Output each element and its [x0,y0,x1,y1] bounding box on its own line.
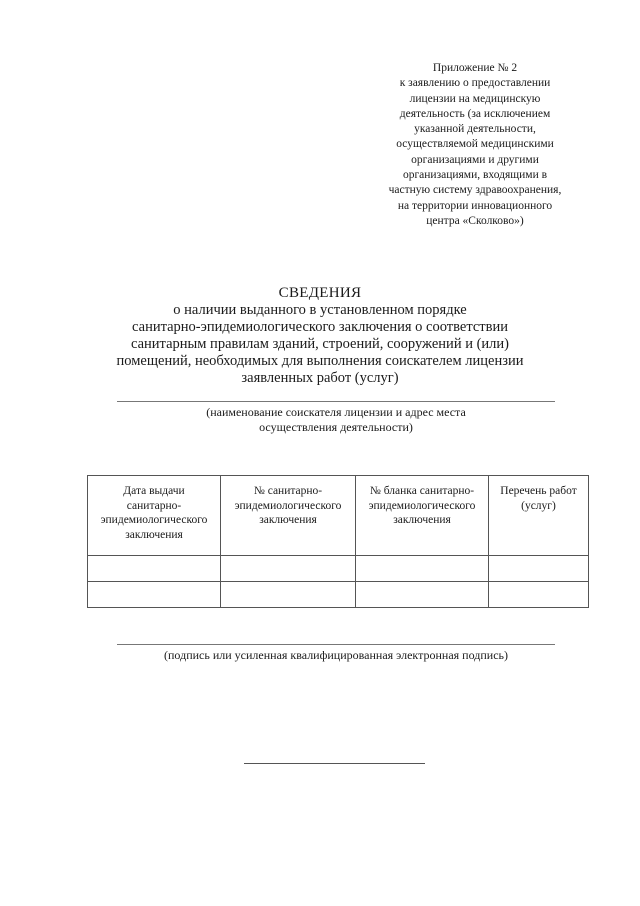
appendix-line: организациями, входящими в [402,169,548,182]
signature-fill-line[interactable] [117,644,555,645]
column-header-issue-date: Дата выдачи санитарно- эпидемиологического заключения [88,476,221,556]
applicant-caption [117,405,555,435]
appendix-line: лицензии на медицинскую [409,92,541,105]
table-cell[interactable] [356,556,489,582]
heading-line: помещений, необходимых для выполнения соискателем лицензии [116,353,524,369]
heading-line: санитарно-эпидемиологического заключения о соответствии [132,319,508,335]
table-cell[interactable] [88,582,221,608]
applicant-fill-line[interactable] [117,401,555,402]
date-fill-line[interactable] [244,763,425,764]
applicant-caption-line: осуществления деятельности) [259,420,413,434]
appendix-line: деятельность (за исключением [399,107,551,120]
heading-line: о наличии выданного в установленном порядке [173,302,467,318]
appendix-line: центра «Сколково») [426,214,524,227]
table-cell[interactable] [489,556,589,582]
column-header-conclusion-number: № санитарно- эпидемиологического заключения [221,476,356,556]
conclusion-table [87,475,589,608]
table-header-row [88,476,589,556]
heading-line: заявленных работ (услуг) [241,370,399,386]
table-cell[interactable] [221,556,356,582]
appendix-line: на территории инновационного [397,199,553,212]
appendix-line: организациями и другими [411,153,539,166]
table-row [88,556,589,582]
column-header-works-list: Перечень работ (услуг) [489,476,589,556]
appendix-line: частную систему здравоохранения, [388,184,562,197]
appendix-line: указанной деятельности, [414,123,536,136]
signature-caption-text: (подпись или усиленная квалифицированная электронная подпись) [164,648,508,662]
document-heading [100,285,540,387]
document-title: СВЕДЕНИЯ [278,285,362,301]
table-cell[interactable] [221,582,356,608]
applicant-caption-line: (наименование соискателя лицензии и адрес места [206,405,466,419]
signature-caption [117,648,555,663]
appendix-line: к заявлению о предоставлении [399,77,551,90]
column-header-blank-number: № бланка санитарно- эпидемиологического заключения [356,476,489,556]
table-cell[interactable] [489,582,589,608]
table-cell[interactable] [88,556,221,582]
heading-line: санитарным правилам зданий, строений, сооружений и (или) [130,336,509,352]
appendix-line: Приложение № 2 [432,62,518,74]
table-row [88,582,589,608]
table-cell[interactable] [356,582,489,608]
appendix-line: осуществляемой медицинскими [396,138,554,151]
appendix-note [372,61,578,229]
